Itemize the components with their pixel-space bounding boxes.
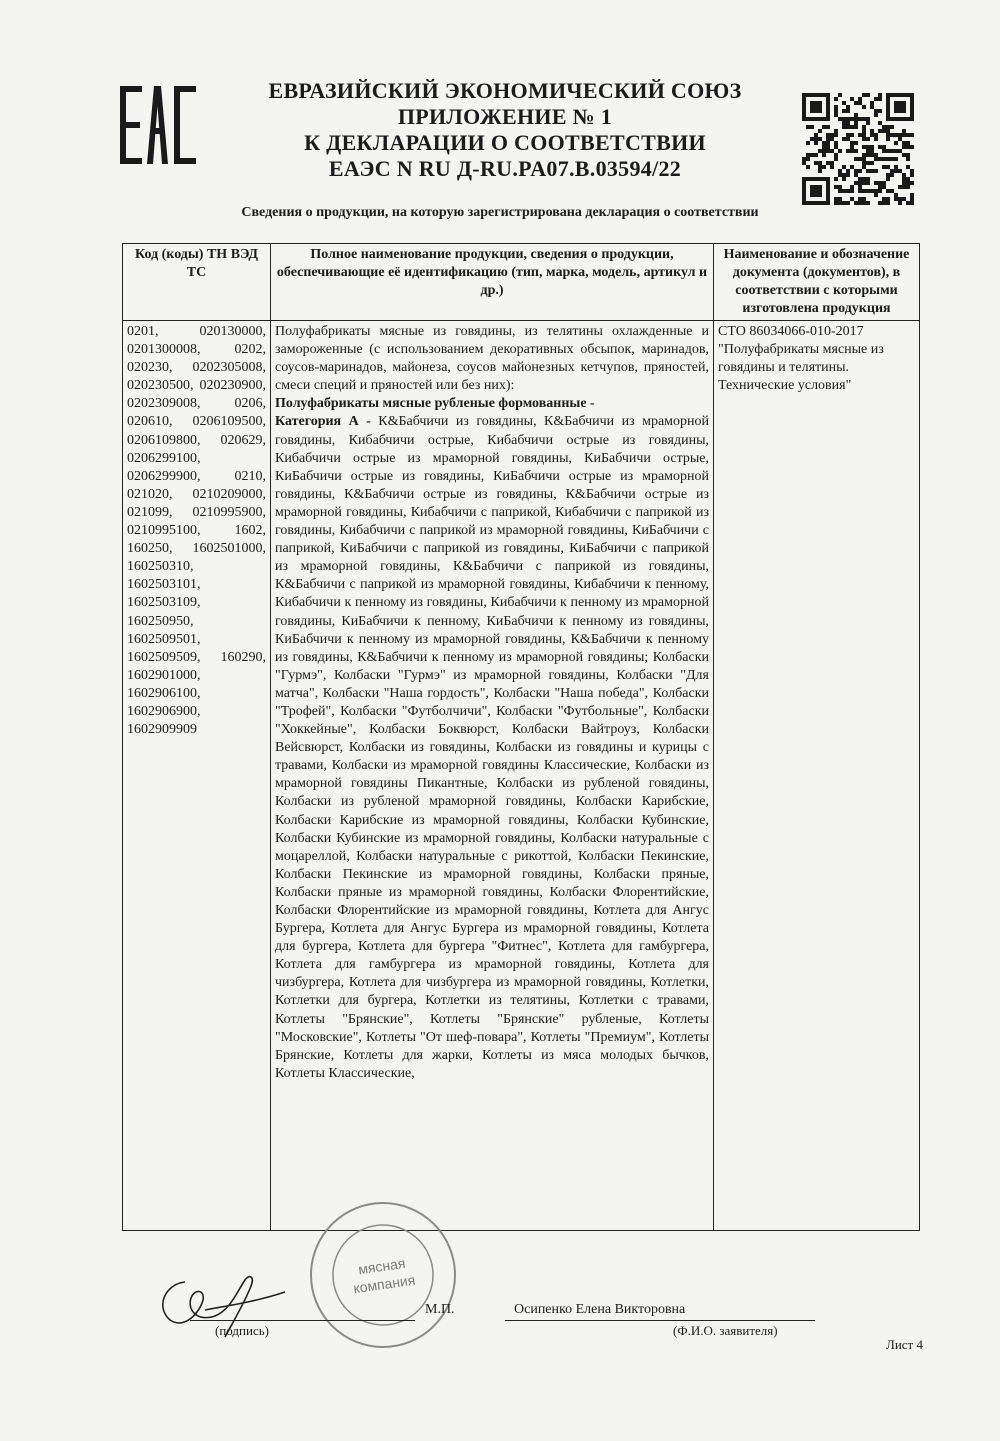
header-declaration-number: ЕАЭС N RU Д-RU.PA07.B.03594/22 <box>328 156 682 181</box>
category-title: Полуфабрикаты мясные рубленые формованные - <box>275 396 595 412</box>
description-intro: Полуфабрикаты мясные из говядины, из телятины охлажденные и замороженные (с использованием декоративных обсыпок, маринадов, соусов-маринадов, майонеза, соусов майонезных кетчупов, пряностей, смеси специй и пряностей или без них): <box>275 324 709 394</box>
header-annex: ПРИЛОЖЕНИЕ № 1 <box>397 104 613 129</box>
applicant-name-line <box>505 1320 815 1321</box>
header-product-name: Полное наименование продукции, сведения о продукции, обеспечивающие её идентификацию (тип, марка, модель, артикул и др.) <box>271 244 714 321</box>
table-row <box>123 321 920 1231</box>
table-caption: Сведения о продукции, на которую зарегистрирована декларация о соответствии <box>241 205 759 220</box>
product-list: К&Бабчичи из говядины, К&Бабчичи из мраморной говядины, Кибабчичи острые, Кибабчичи острые из говядины, Кибабчичи острые из мраморной говядины, КиБабчичи острые, КиБабчичи острые из говядины, КиБабчичи острые из мраморной говядины, К&Бабчичи острые из говядины, К&Бабчичи острые из мраморной говядины, Кибабчичи с паприкой, Кибабчичи с паприкой из говядины, Кибабчичи с паприкой из мраморной говядины, КиБабчичи с паприкой, КиБабчичи с паприкой из говядины, КиБабчичи с паприкой из мраморной говядины, К&Бабчичи с паприкой из говядины, К&Бабчичи с паприкой из мраморной говядины, Кибабчичи к пенному, Кибабчичи к пенному из говядины, Кибабчичи к пенному из мраморной говядины, КиБабчичи к пенному, КиБабчичи к пенному из говядины, КиБабчичи к пенному из мраморной говядины, К&Бабчичи к пенному из говядины, К&Бабчичи к пенному из мраморной говядины; Колбаски "Гурмэ", Колбаски "Гурмэ" из мраморной говядины, Колбаски "Для матча", Колбаски "Наша гордость", Колбаски "Наша победа", Колбаски "Трофей", Колбаски "Футболчичи", Колбаски "Футбольные", Колбаски "Хоккейные", Колбаски Боквюрст, Колбаски Вайтроуз, Колбаски Вейсвюрст, Колбаски из говядины, Колбаски из говядины и курицы с травами, Колбаски из мраморной говядины Классические, Колбаски из мраморной говядины Пикантные, Колбаски из рубленой говядины, Колбаски из рубленой мраморной говядины, Колбаски Карибские, Колбаски Карибские из мраморной говядины, Колбаски Кубинские, Колбаски Кубинские из мраморной говядины, Колбаски натуральные с моцареллой, Колбаски натуральные с рикоттой, Колбаски Пекинские, Колбаски Пекинские из мраморной говядины, Колбаски пряные, Колбаски пряные из мраморной говядины, Колбаски Флорентийские, Колбаски Флорентийские из мраморной говядины, Котлета для Ангус Бургера, Котлета для Ангус Бургера из мраморной говядины, Котлета для бургера, Котлета для бургера "Фитнес", Котлета для гамбургера, Котлета для гамбургера из мраморной говядины, Котлета для чизбургера, Котлета для чизбургера из мраморной говядины, Котлетки, Котлетки для бургера, Котлетки из телятины, Котлетки с травами, Котлеты "Брянские", Котлеты "Брянские" рубленые, Котлеты "Московские", Котлеты "От шеф-повара", Котлеты "Премиум", Котлеты Брянские, Котлеты для жарки, Котлеты из мяса молодых бычков, Котлеты Классические, <box>275 414 710 1081</box>
signature-caption: (подпись) <box>215 1323 269 1338</box>
standard-document: СТО 86034066-010-2017 "Полуфабрикаты мясные из говядины и телятины. Технические условия" <box>714 321 920 1231</box>
sheet-number: Лист 4 <box>886 1337 923 1352</box>
eac-mark-icon <box>120 86 198 166</box>
header-document: Наименование и обозначение документа (документов), в соответствии с которыми изготовлена продукция <box>714 244 920 321</box>
header-codes: Код (коды) ТН ВЭД ТС <box>123 244 271 321</box>
tn-ved-codes: 0201, 020130000, 0201300008, 0202, 020230, 0202305008, 020230500, 020230900, 0202309008, 0206, 020610, 0206109500, 0206109800, 020629, 0206299100, 0206299900, 0210, 021020, 0210209000, 021099, 0210995900, 0210995100, 1602, 160250, 1602501000, 160250310, 1602503101, 1602503109, 160250950, 1602509501, 1602509509, 160290, 1602901000, 1602906100, 1602906900, 1602909909 <box>123 321 271 1231</box>
qr-code-icon <box>802 93 914 205</box>
signature-line <box>190 1320 415 1321</box>
header-union: ЕВРАЗИЙСКИЙ ЭКОНОМИЧЕСКИЙ СОЮЗ <box>268 78 742 103</box>
applicant-name: Осипенко Елена Викторовна <box>514 1302 686 1317</box>
product-table <box>122 243 920 1231</box>
svg-text:компания: компания <box>352 1271 417 1297</box>
svg-text:мясная: мясная <box>357 1254 407 1278</box>
document-header <box>240 78 770 182</box>
applicant-name-caption: (Ф.И.О. заявителя) <box>673 1323 778 1338</box>
stamp-place-label: М.П. <box>425 1302 455 1317</box>
header-declaration: К ДЕКЛАРАЦИИ О СООТВЕТСТВИИ <box>304 130 706 155</box>
category-label: Категория А - <box>275 414 371 430</box>
product-description <box>271 321 714 1231</box>
company-stamp <box>303 1195 463 1355</box>
table-header-row <box>123 244 920 321</box>
